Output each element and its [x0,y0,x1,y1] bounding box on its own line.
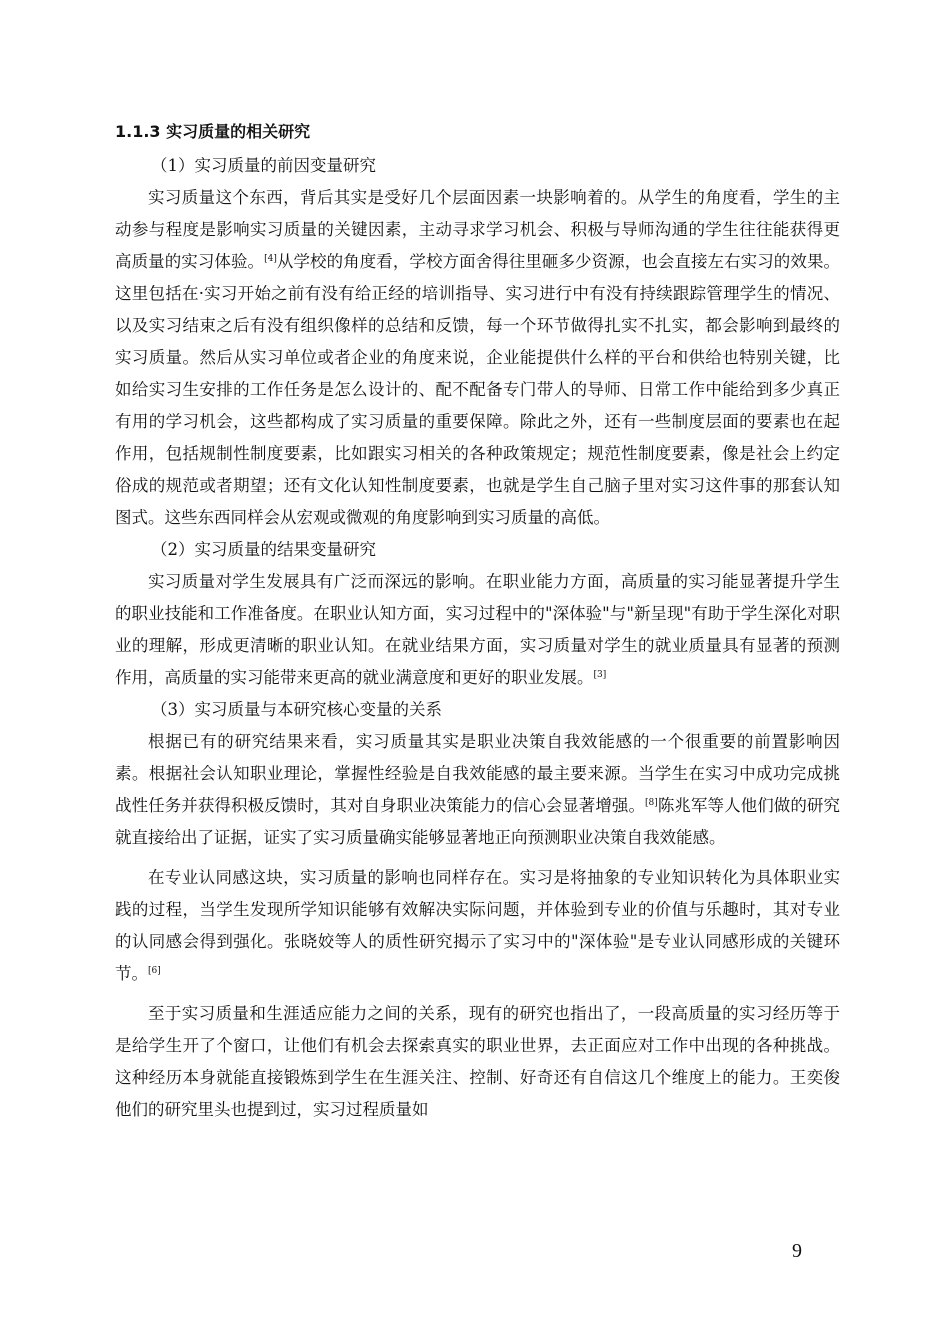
paragraph-text: 陈兆军等人他们做的研究就直接给出了证据，证实了实习质量确实能够显著地正向预测职业决策自我效能感。 [115,796,841,847]
citation-marker: [6] [148,966,161,976]
citation-marker: [4] [264,254,277,264]
paragraph-text: 从学校的角度看，学校方面舍得往里砸多少资源，也会直接左右实习的效果。这里包括在·实习开始之前有没有给正经的培训指导、实习进行中有没有持续跟踪管理学生的情况、以及实习结束之后有没有组织像样的总结和反馈，每一个环节做得扎实不扎实，都会影响到最终的实习质量。然后从实习单位或者企业的角度来说，企业能提供什么样的平台和供给也特别关键，比如给实习生安排的工作任务是怎么设计的、配不配备专门带人的导师、日常工作中能给到多少真正有用的学习机会，这些都构成了实习质量的重要保障。除此之外，还有一些制度层面的要素也在起作用，包括规制性制度要素，比如跟实习相关的各种政策规定；规范性制度要素，像是社会上约定俗成的规范或者期望；还有文化认知性制度要素，也就是学生自己脑子里对实习这件事的那套认知图式。这些东西同样会从宏观或微观的角度影响到实习质量的高低。 [115,252,841,527]
subsection-title: （2）实习质量的结果变量研究 [151,540,376,559]
paragraph-text: 根据已有的研究结果来看，实习质量其实是职业决策自我效能感的一个很重要的前置影响因素。根据社会认知职业理论，掌握性经验是自我效能感的最主要来源。当学生在实习中成功完成挑战性任务并获得积极反馈时，其对自身职业决策能力的信心会显著增强。 [115,732,840,815]
body-paragraph [115,726,840,854]
body-paragraph [115,862,840,990]
citation-marker: [3] [593,670,607,680]
section-heading: 1.1.3 实习质量的相关研究 [115,122,311,141]
citation-marker: [8] [645,798,658,808]
subsection-title: （3）实习质量与本研究核心变量的关系 [151,700,442,719]
body-paragraph [115,566,840,694]
sections-container [115,150,840,1126]
page-number: 9 [792,1240,802,1262]
page-content [115,118,840,1126]
subsection-title: （1）实习质量的前因变量研究 [151,156,376,175]
paragraph-text: 至于实习质量和生涯适应能力之间的关系，现有的研究也指出了，一段高质量的实习经历等于是给学生开了个窗口，让他们有机会去探索真实的职业世界，去正面应对工作中出现的各种挑战。这种经历本身就能直接锻炼到学生在生涯关注、控制、好奇还有自信这几个维度上的能力。王奕俊他们的研究里头也提到过，实习过程质量如 [115,1004,840,1119]
body-paragraph [115,182,840,534]
paragraph-text: 实习质量这个东西，背后其实是受好几个层面因素一块影响着的。从学生的角度看，学生的主动参与程度是影响实习质量的关键因素，主动寻求学习机会、积极与导师沟通的学生往往能获得更高质量的实习体验。 [115,188,840,271]
paragraph-text: 实习质量对学生发展具有广泛而深远的影响。在职业能力方面，高质量的实习能显著提升学生的职业技能和工作准备度。在职业认知方面，实习过程中的"深体验"与"新呈现"有助于学生深化对职业的理解，形成更清晰的职业认知。在就业结果方面，实习质量对学生的就业质量具有显著的预测作用，高质量的实习能带来更高的就业满意度和更好的职业发展。 [115,572,840,687]
paragraph-text: 在专业认同感这块，实习质量的影响也同样存在。实习是将抽象的专业知识转化为具体职业实践的过程，当学生发现所学知识能够有效解决实际问题，并体验到专业的价值与乐趣时，其对专业的认同感会得到强化。张晓姣等人的质性研究揭示了实习中的"深体验"是专业认同感形成的关键环节。 [115,868,840,983]
body-paragraph [115,998,840,1126]
